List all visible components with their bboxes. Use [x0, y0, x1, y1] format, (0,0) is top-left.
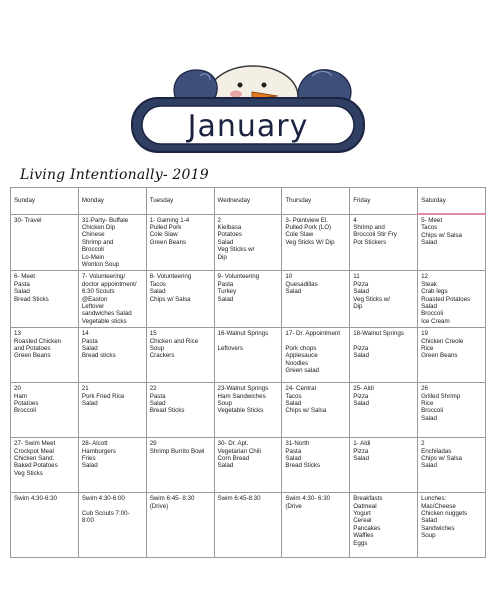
cell-line: (Drive)	[149, 502, 169, 510]
day-cell	[350, 438, 418, 493]
cell-line: Salad	[421, 414, 437, 422]
cell-line: 15	[149, 330, 157, 338]
cell-line: Soup	[421, 532, 436, 540]
cell-line: Salad	[81, 345, 98, 352]
cell-line: Leftovers	[217, 345, 243, 352]
weekday-header-saturday: Saturday	[418, 188, 486, 215]
cell-line: Veg Sticks w/	[353, 295, 391, 303]
cell-line: Dip	[217, 253, 227, 261]
day-cell	[11, 328, 79, 383]
day-cell	[146, 271, 214, 328]
cell-line: Pasta	[217, 280, 234, 288]
week-row	[11, 493, 486, 558]
day-cell	[11, 214, 79, 271]
cell-line: 1- Aldi	[353, 440, 371, 448]
cell-line: Steak	[421, 280, 437, 288]
cell-line: 18-Walnut Springs	[353, 330, 404, 338]
cell-line: Salad	[353, 352, 370, 360]
cell-line: 2	[217, 216, 221, 224]
cell-line: Dip	[353, 302, 363, 310]
cell-line: Corn Bread	[217, 455, 250, 462]
cell-line: Pot Stickers	[353, 238, 387, 246]
cell-line: Roasted Chicken	[14, 337, 62, 345]
day-cell	[350, 493, 418, 558]
cell-line: Salad	[217, 462, 234, 470]
cell-line: Salad	[217, 295, 234, 303]
cell-line: 28- Alcott	[81, 440, 108, 448]
cell-line: Broccoli	[421, 310, 444, 318]
calendar-subtitle: Living Intentionally- 2019	[20, 167, 209, 183]
cell-line: Crackers	[149, 352, 175, 360]
day-cell	[350, 328, 418, 383]
day-cell	[11, 383, 79, 438]
cell-line: Pizza	[353, 345, 369, 352]
day-cell	[418, 271, 486, 328]
week-row	[11, 214, 486, 271]
day-cell	[78, 271, 146, 328]
cell-line: Mac/Cheese	[421, 502, 456, 510]
cell-line	[353, 338, 414, 345]
cell-line: Bread Sticks	[14, 295, 49, 303]
day-cell	[418, 493, 486, 558]
day-cell	[11, 271, 79, 328]
cell-line: Chips w/ Salsa	[149, 295, 191, 303]
weekday-header-wednesday: Wednesday	[214, 188, 282, 215]
cell-line: Swim 6:45- 8:30	[149, 495, 195, 503]
cell-line: Broccoli	[14, 407, 37, 415]
week-row	[11, 328, 486, 383]
cell-line: Chips w/ Salsa	[285, 407, 327, 415]
page-title: January	[187, 109, 309, 144]
day-cell	[350, 271, 418, 328]
cell-line: Pizza	[353, 280, 369, 288]
cell-line: @Easton	[81, 295, 108, 303]
cell-line: Wonton Soup	[81, 260, 120, 268]
cell-line: Green Beans	[14, 352, 51, 360]
cell-line: Tacos	[285, 392, 302, 400]
cell-line: Broccoli Stir Fry	[353, 231, 397, 239]
week-row	[11, 438, 486, 493]
cell-line: Rice	[421, 400, 434, 407]
cell-line: Ham	[14, 392, 28, 400]
cell-line: Rice	[421, 345, 434, 352]
cell-line: Chicken and Rice	[149, 337, 199, 345]
day-cell	[418, 214, 486, 271]
day-cell	[11, 438, 79, 493]
cell-line: 24- Central	[285, 385, 316, 393]
cell-line: Salad	[353, 400, 370, 407]
cell-line: Ice Cream	[421, 317, 450, 325]
cell-line: Eggs	[353, 539, 368, 547]
day-cell	[146, 383, 214, 438]
cell-line: 14	[81, 330, 89, 338]
cell-line: Cole Slaw	[285, 231, 314, 239]
day-cell	[78, 493, 146, 558]
cell-line: Bread Sticks	[285, 462, 321, 470]
cell-line: Yogurt	[353, 510, 371, 517]
cell-line: Salad	[285, 400, 302, 407]
week-row	[11, 383, 486, 438]
cell-line: Bread Sticks	[149, 407, 185, 415]
cell-line: Swim 6:45-8:30	[217, 495, 261, 503]
day-cell	[146, 214, 214, 271]
cell-line: Broccoli	[81, 246, 104, 254]
cell-line: 10	[285, 273, 293, 281]
cell-line: (Drive	[285, 502, 302, 510]
cell-line: 12	[421, 273, 428, 281]
cell-line: 4	[353, 216, 357, 224]
day-cell	[214, 328, 282, 383]
cell-line: 16-Walnut Springs	[217, 330, 269, 338]
cell-line: Soup	[149, 345, 165, 352]
cell-line: Chicken Dip	[81, 223, 116, 231]
day-cell	[282, 438, 350, 493]
day-cell	[146, 438, 214, 493]
january-banner	[0, 0, 503, 160]
cell-line: Pulled Pork (LO)	[285, 223, 332, 231]
cell-line: Salad	[421, 517, 437, 525]
cell-line: 30- Dr. Apt.	[217, 440, 249, 448]
cell-line: Pulled Pork	[149, 223, 182, 231]
cell-line: Cole Slaw	[149, 231, 178, 239]
cell-line: Waffles	[353, 532, 374, 540]
cell-line: 7- Volunteering/	[81, 273, 126, 281]
day-cell	[214, 493, 282, 558]
cell-line: Tacos	[421, 224, 438, 232]
week-row	[11, 271, 486, 328]
cell-line: 2	[421, 440, 425, 448]
cell-line: Veg Sticks W/ Dip	[285, 238, 335, 246]
day-cell	[78, 383, 146, 438]
cell-line: Salad	[353, 455, 370, 462]
cell-line: 8- Volunteering	[149, 273, 192, 281]
cell-line: Pasta	[81, 337, 98, 345]
cell-line: Leftover	[81, 302, 105, 310]
weekday-header-thursday: Thursday	[282, 188, 350, 215]
cell-line: 3- Pointview El.	[285, 216, 329, 224]
cell-line: 9- Volunteering	[217, 273, 260, 281]
cell-line: Tacos	[149, 280, 166, 288]
cell-line: Chicken Creole	[421, 337, 464, 345]
day-cell	[350, 214, 418, 271]
cell-line: Potatoes	[217, 231, 242, 239]
cell-line: Pasta	[14, 280, 30, 288]
cell-line: 5- Meet	[421, 217, 443, 224]
cell-line: 26	[421, 385, 428, 393]
day-cell	[214, 271, 282, 328]
weekday-header-monday: Monday	[78, 188, 146, 215]
day-cell	[418, 328, 486, 383]
cell-line: sandwiches Salad	[81, 310, 132, 318]
weekday-header-row	[11, 188, 486, 215]
cell-line: Enchiladas	[421, 447, 452, 455]
cell-line: Pasta	[285, 447, 302, 455]
day-cell	[214, 214, 282, 271]
day-cell	[146, 493, 214, 558]
cell-line: Pizza	[353, 447, 369, 455]
cell-line: 21	[81, 385, 89, 393]
cell-line: Pasta	[149, 392, 166, 400]
weekday-header-tuesday: Tuesday	[146, 188, 214, 215]
cell-line: 29	[149, 440, 157, 448]
cell-line: and Potatoes	[14, 345, 51, 352]
day-cell	[418, 383, 486, 438]
cell-line: 20	[14, 385, 21, 393]
cell-line: 17- Dr. Appointment	[285, 330, 341, 338]
day-cell	[78, 328, 146, 383]
cell-line: Cub Scouts 7:00-	[81, 510, 130, 517]
day-cell	[282, 214, 350, 271]
day-cell	[214, 438, 282, 493]
cell-line: Kielbasa	[217, 223, 242, 231]
cell-line: 23-Walnut Springs	[217, 385, 269, 393]
cell-line: 22	[149, 385, 157, 393]
cell-line: Baked Potatoes	[14, 462, 58, 470]
cell-line: Chinese	[81, 231, 105, 239]
cell-line: Chips w/ Salsa	[421, 455, 462, 462]
cell-line: Grilled Shrimp	[421, 392, 461, 400]
cell-line: Turkey	[217, 288, 237, 296]
cell-line: Ham Sandwiches	[217, 392, 266, 400]
cell-line: Green Beans	[421, 352, 458, 360]
cell-line: Sandwiches	[421, 524, 455, 532]
day-cell	[282, 271, 350, 328]
cell-line: Crab legs	[421, 288, 448, 296]
cell-line: 11	[353, 273, 360, 281]
cell-line: 31-North	[285, 440, 310, 448]
cell-line: Salad	[421, 462, 437, 470]
cell-line: Veg Sticks	[14, 469, 43, 477]
cell-line: Crockpot Meal	[14, 447, 54, 455]
cell-line: Shrimp Burrito Bowl	[149, 447, 205, 455]
cell-line: Pizza	[353, 392, 369, 400]
cell-line: Shrimp and	[353, 223, 385, 231]
cell-line: Pancakes	[353, 524, 381, 532]
cell-line: Lo-Mein	[81, 253, 105, 261]
day-cell	[146, 328, 214, 383]
cell-line: Noodles	[285, 359, 309, 367]
cell-line: Breakfasts	[353, 495, 383, 503]
cell-line: Salad	[81, 400, 98, 407]
cell-line: Hamburgers	[81, 447, 116, 455]
cell-line: Salad	[14, 288, 30, 296]
cell-line	[218, 338, 279, 345]
day-cell	[350, 383, 418, 438]
cell-line: Swim 4:30-6:00	[81, 495, 125, 503]
cell-line: 8:00	[81, 517, 94, 525]
cell-line: Oatmeal	[353, 502, 377, 510]
cell-line: 6:30 Scouts	[81, 288, 115, 296]
cell-line: Salad	[353, 288, 370, 296]
day-cell	[214, 383, 282, 438]
day-cell	[282, 493, 350, 558]
cell-line: Fries	[81, 455, 96, 462]
cell-line: Roasted Potatoes	[421, 295, 471, 303]
cell-line: Salad	[421, 239, 437, 247]
cell-line: Chicken nuggets	[421, 510, 468, 517]
day-cell	[11, 493, 79, 558]
cell-line: Vegetarian Chili	[217, 447, 261, 455]
cell-line: Swim 4:30- 6:30	[285, 495, 331, 503]
cell-line: 6- Meet	[14, 273, 35, 281]
day-cell	[78, 214, 146, 271]
cell-line: doctor appointment/	[81, 280, 137, 288]
cell-line: Salad	[149, 288, 166, 296]
cell-line: Vegetable sticks	[81, 317, 127, 325]
weekday-header-sunday: Sunday	[11, 188, 79, 215]
cell-line: Lunches:	[421, 495, 447, 503]
cell-line: Vegetable Sticks	[217, 407, 264, 415]
cell-line: 25- Aldi	[353, 385, 374, 393]
cell-line: Pork chops	[285, 345, 317, 352]
cell-line: 13	[14, 330, 21, 338]
cell-line: 19	[421, 330, 428, 338]
day-cell	[418, 438, 486, 493]
cell-line: Broccoli	[421, 407, 444, 415]
cell-line: Salad	[285, 288, 302, 296]
cell-line	[285, 338, 346, 345]
cell-line: Potatoes	[14, 400, 39, 407]
cell-line: 30- Travel	[14, 216, 42, 224]
cell-line: Bread sticks	[81, 352, 116, 360]
day-cell	[282, 383, 350, 438]
cell-line: Swim 4:30-6:30	[14, 495, 57, 503]
cell-line	[82, 503, 143, 510]
day-cell	[78, 438, 146, 493]
cell-line: Salad	[285, 455, 302, 462]
cell-line: Cereal	[353, 517, 372, 525]
cell-line: Chips w/ Salsa	[421, 231, 462, 239]
cell-line: 31-Party- Buffale	[81, 216, 129, 224]
calendar-table	[10, 187, 486, 558]
cell-line: Salad	[421, 302, 437, 310]
cell-line: Salad	[81, 462, 98, 470]
weekday-header-friday: Friday	[350, 188, 418, 215]
day-cell	[282, 328, 350, 383]
cell-line: Chicken Sand.	[14, 455, 55, 462]
cell-line: Quesadillas	[285, 280, 318, 288]
cell-line: Veg Sticks w/	[217, 246, 255, 254]
cell-line: Pork Fried Rice	[81, 392, 125, 400]
cell-line: Shrimp and	[81, 238, 114, 246]
cell-line: Salad	[217, 238, 234, 246]
cell-line: Green salad	[285, 367, 320, 375]
cell-line: 27- Swim Meet	[14, 440, 56, 448]
cell-line: 1- Gaming 1-4	[149, 216, 190, 224]
cell-line: Applesauce	[285, 352, 318, 360]
cell-line: Salad	[149, 400, 166, 407]
cell-line: Soup	[217, 400, 232, 407]
cell-line: Green Beans	[149, 238, 187, 246]
